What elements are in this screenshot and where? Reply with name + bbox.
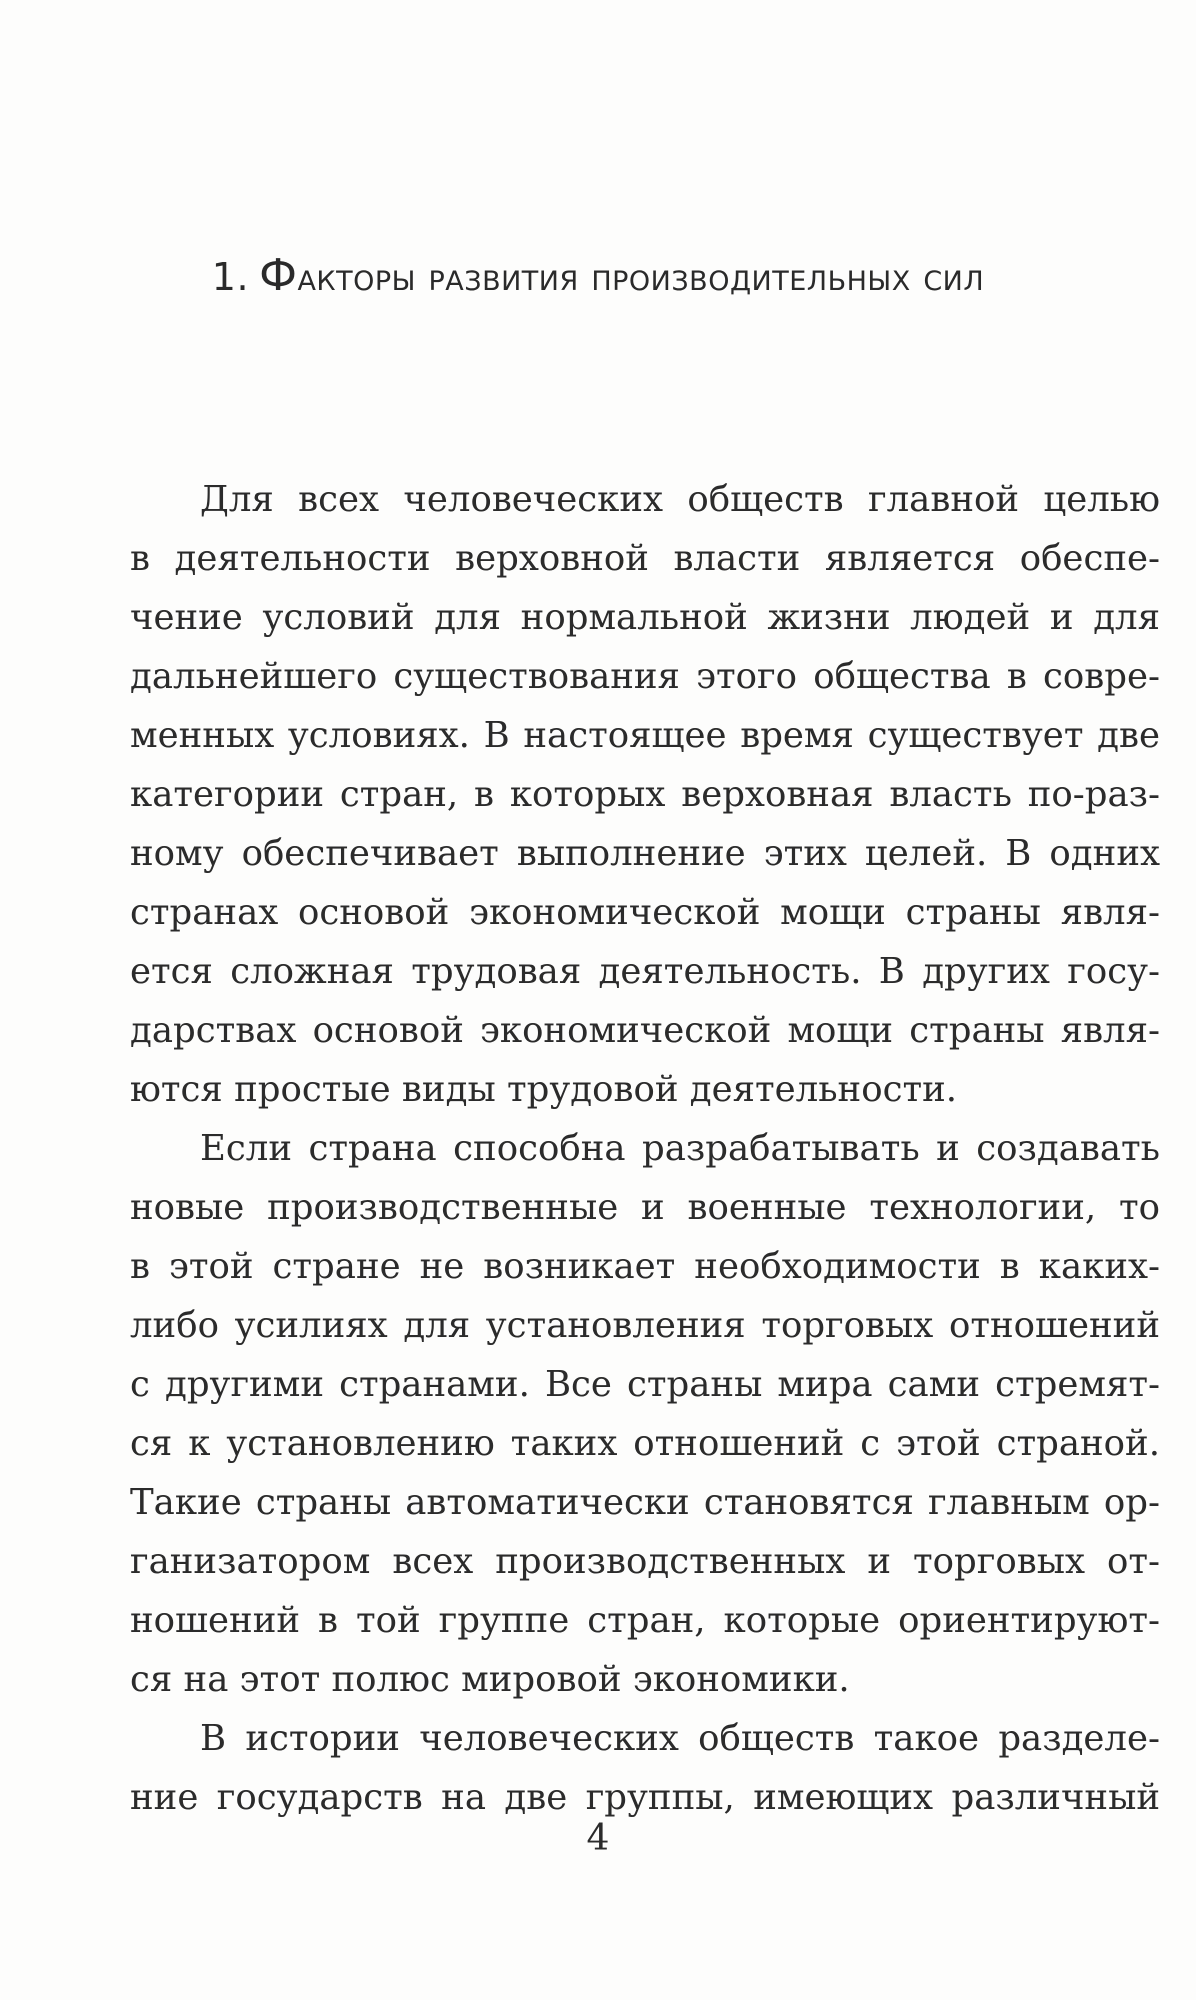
text-line: Такие страны автоматически становятся главным ор- <box>130 1482 1160 1523</box>
text-line: ся к установлению таких отношений с этой страной. <box>130 1423 1160 1464</box>
text-line: новые производственные и военные технологии, то <box>130 1187 1160 1228</box>
text-line: менных условиях. В настоящее время существует две <box>130 715 1160 756</box>
text-line: ются простые виды трудовой деятельности. <box>130 1069 958 1110</box>
text-line: в деятельности верховной власти является обеспе- <box>130 538 1160 579</box>
text-line: ние государств на две группы, имеющих различный <box>130 1777 1160 1818</box>
body-text <box>130 470 1160 1827</box>
text-line: ганизатором всех производственных и торговых от- <box>130 1541 1160 1582</box>
text-line: Для всех человеческих обществ главной целью <box>200 479 1160 520</box>
text-line: ному обеспечивает выполнение этих целей. В одних <box>130 833 1160 874</box>
text-line: с другими странами. Все страны мира сами стремят- <box>130 1364 1160 1405</box>
chapter-title-first-letter: Ф <box>259 250 298 301</box>
text-line: чение условий для нормальной жизни людей и для <box>130 597 1160 638</box>
text-line: дальнейшего существования этого общества в совре- <box>130 656 1160 697</box>
text-line: дарствах основой экономической мощи страны явля- <box>130 1010 1160 1051</box>
text-line: в этой стране не возникает необходимости в каких- <box>130 1246 1160 1287</box>
text-line: либо усилиях для установления торговых отношений <box>130 1305 1160 1346</box>
chapter-title <box>0 250 1196 301</box>
page-number: 4 <box>586 1818 610 1859</box>
text-line: Если страна способна разрабатывать и создавать <box>200 1128 1160 1169</box>
chapter-number: 1. <box>211 255 250 299</box>
text-line: ношений в той группе стран, которые ориентируют- <box>130 1600 1160 1641</box>
chapter-title-text: акторы развития производительных сил <box>297 255 985 299</box>
text-line: В истории человеческих обществ такое разделе- <box>200 1718 1160 1759</box>
text-line: ся на этот полюс мировой экономики. <box>130 1659 850 1700</box>
text-line: странах основой экономической мощи страны явля- <box>130 892 1160 933</box>
text-line: ется сложная трудовая деятельность. В других госу- <box>130 951 1160 992</box>
text-line: категории стран, в которых верховная власть по-раз- <box>130 774 1160 815</box>
